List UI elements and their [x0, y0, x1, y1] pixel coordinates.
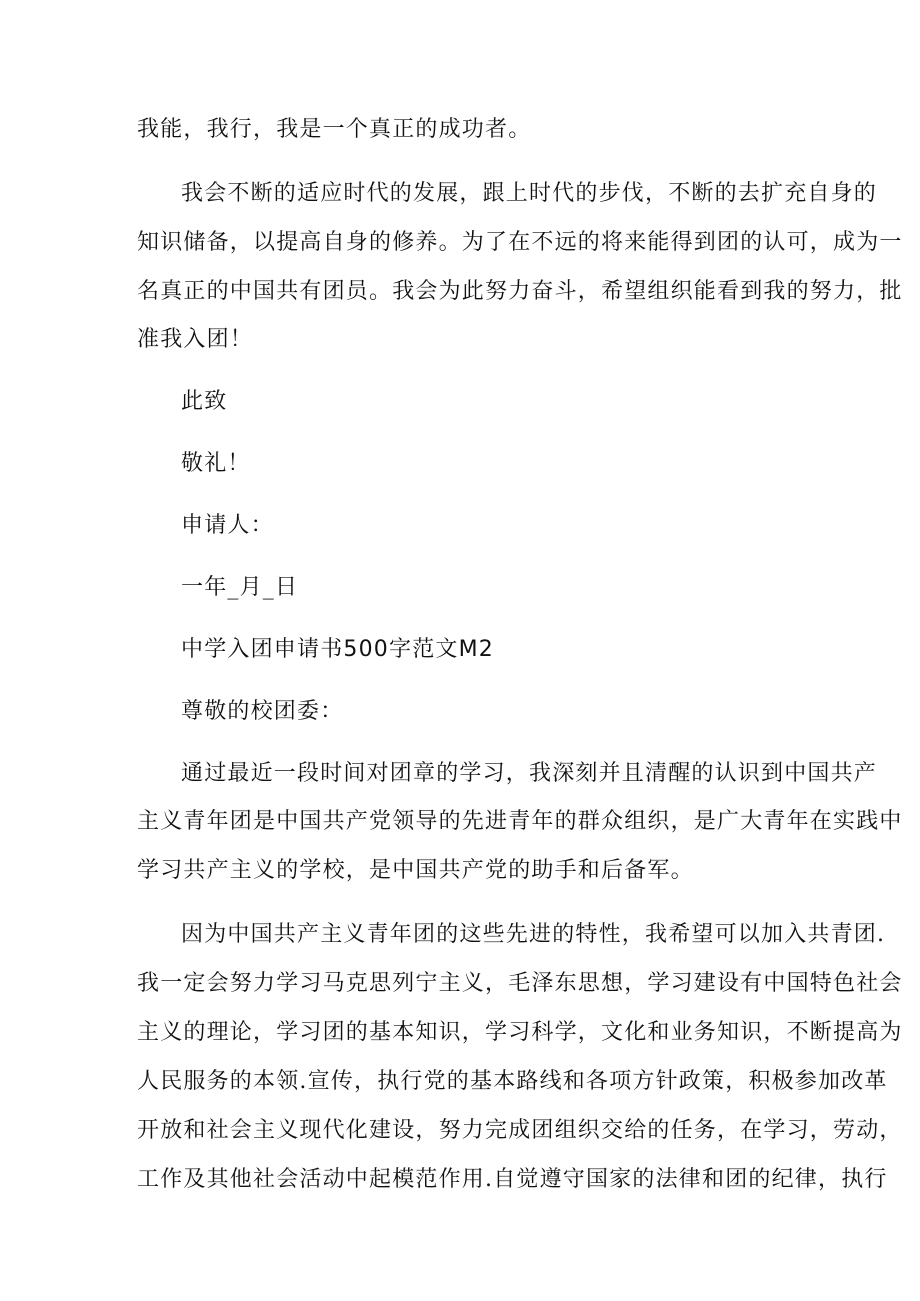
text-line: 准我入团！	[137, 327, 254, 352]
closing-line: 此致	[181, 389, 228, 414]
recipient-line: 尊敬的校团委：	[181, 699, 344, 724]
text-line: 我一定会努力学习马克思列宁主义，毛泽东思想，学习建设有中国特色社会	[137, 971, 903, 996]
text-line: 知识储备，以提高自身的修养。为了在不远的将来能得到团的认可，成为一	[137, 230, 903, 255]
section-title: 中学入团申请书500字范文M2	[181, 637, 494, 662]
text-line: 主义青年团是中国共产党领导的先进青年的群众组织，是广大青年在实践中	[137, 809, 903, 834]
text-line: 人民服务的本领.宣传，执行党的基本路线和各项方针政策，积极参加改革	[137, 1069, 888, 1094]
salutation-line: 敬礼！	[181, 451, 251, 476]
date-line: 一年_月_日	[181, 575, 299, 600]
paragraph-start-line: 因为中国共产主义青年团的这些先进的特性，我希望可以加入共青团.	[181, 922, 886, 947]
text-line: 名真正的中国共有团员。我会为此努力奋斗，希望组织能看到我的努力，批	[137, 279, 903, 304]
text-line: 工作及其他社会活动中起模范作用.自觉遵守国家的法律和团的纪律，执行	[137, 1167, 888, 1192]
text-line: 学习共产主义的学校，是中国共产党的助手和后备军。	[137, 858, 694, 883]
text-line: 开放和社会主义现代化建设，努力完成团组织交给的任务，在学习，劳动，	[137, 1118, 903, 1143]
text-line: 主义的理论，学习团的基本知识，学习科学，文化和业务知识，不断提高为	[137, 1020, 903, 1045]
text-line: 我能，我行，我是一个真正的成功者。	[137, 117, 532, 142]
paragraph-start-line: 通过最近一段时间对团章的学习，我深刻并且清醒的认识到中国共产	[181, 761, 878, 786]
paragraph-start-line: 我会不断的适应时代的发展，跟上时代的步伐，不断的去扩充自身的	[181, 181, 878, 206]
applicant-label: 申请人：	[181, 513, 274, 538]
